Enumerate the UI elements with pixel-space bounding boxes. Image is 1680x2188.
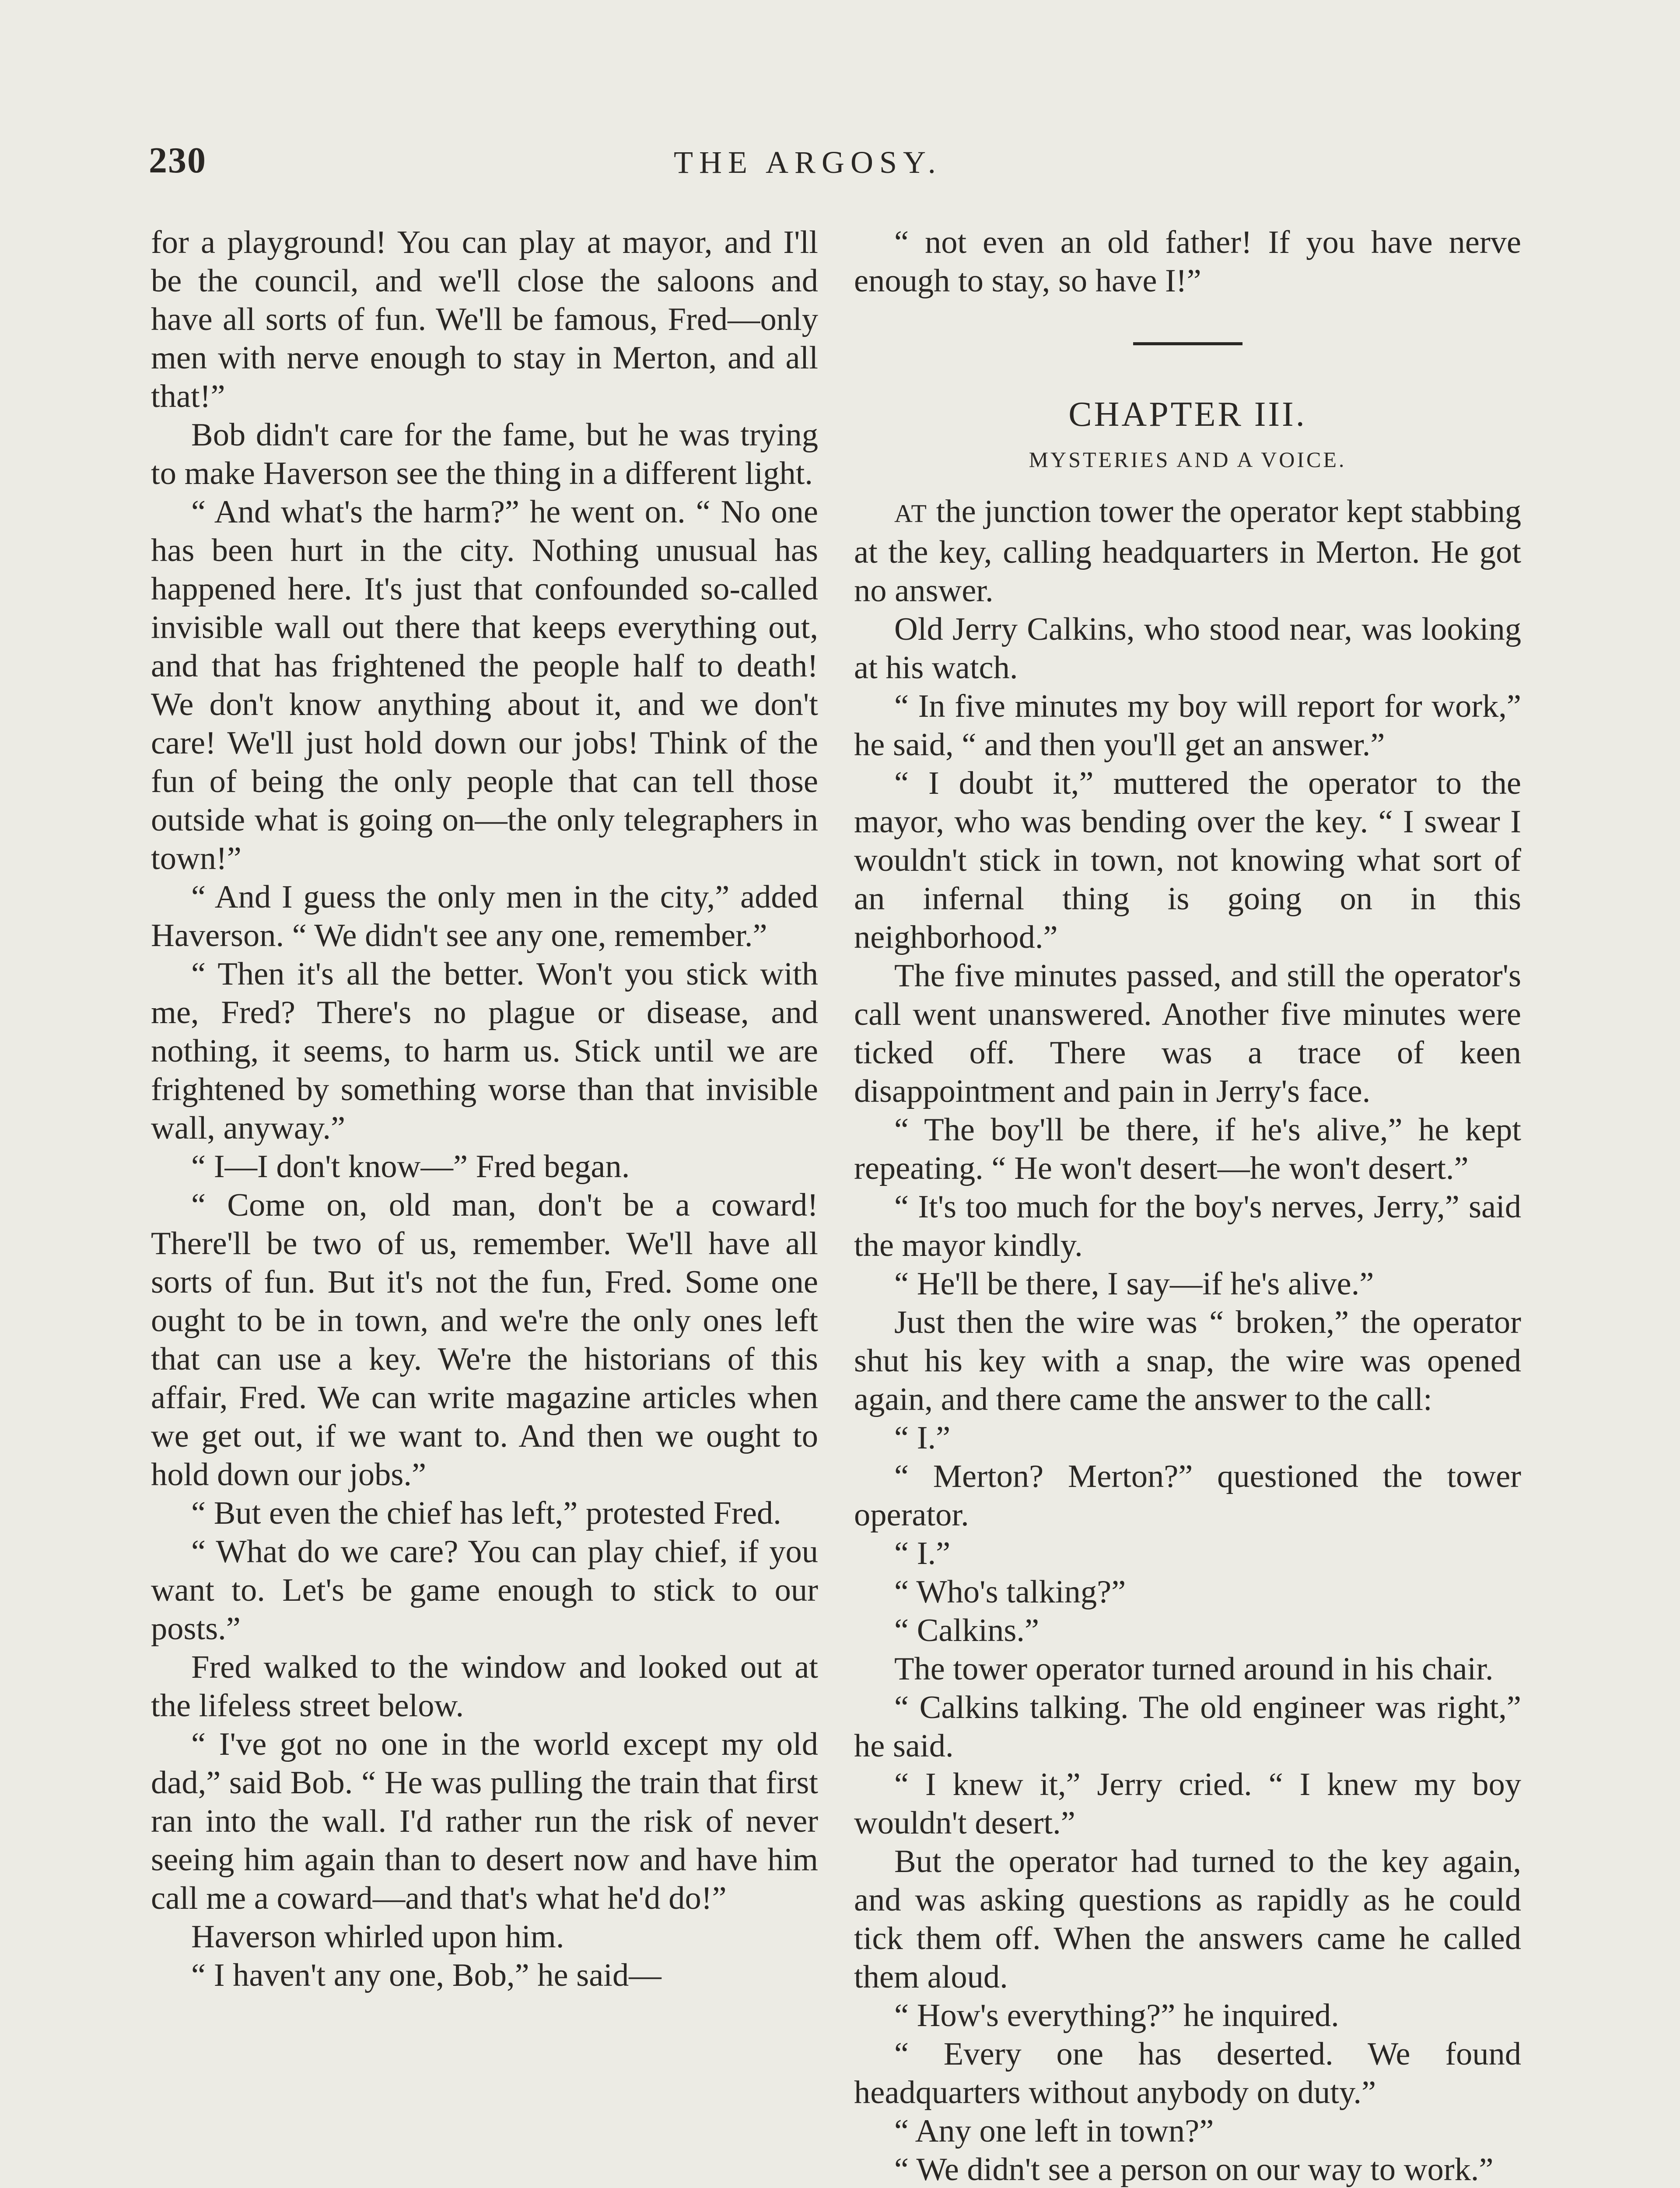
paragraph: “ We didn't see a person on our way to work.” xyxy=(894,2152,1494,2188)
paragraph: Old Jerry Calkins, who stood near, was looking at his watch. xyxy=(854,611,1521,686)
paragraph: “ He'll be there, I say—if he's alive.” xyxy=(894,1266,1374,1302)
paragraph: “ The boy'll be there, if he's alive,” he kept repeating. “ He won't desert—he won't desert.” xyxy=(854,1112,1521,1186)
paragraph: Bob didn't care for the fame, but he was trying to make Haverson see the thing in a different light. xyxy=(151,417,818,491)
paragraph: “ Calkins.” xyxy=(894,1613,1040,1648)
right-column xyxy=(854,223,1521,2188)
paragraph: “ I've got no one in the world except my old dad,” said Bob. “ He was pulling the train that first ran into the wall. I'd rather run the risk of never seeing him again than to desert now and have him call me a coward—and that's what he'd do!” xyxy=(151,1726,818,1916)
drop-cap-word: AT xyxy=(894,499,928,528)
chapter-subtitle: MYSTERIES AND A VOICE. xyxy=(1029,447,1347,472)
paragraph: The five minutes passed, and still the operator's call went unanswered. Another five minutes were ticked off. There was a trace of keen disappointment and pain in Jerry's face. xyxy=(854,958,1521,1109)
chapter-title: CHAPTER III. xyxy=(1068,395,1307,434)
paragraph: “ But even the chief has left,” protested Fred. xyxy=(191,1495,781,1531)
paragraph: “ And what's the harm?” he went on. “ No one has been hurt in the city. Nothing unusual has happened here. It's just that confounded so-called invisible wall out there that keeps everything out, and that has frightened the people half to death! We don't know anything about it, and we don't care! We'll just hold down our jobs! Think of the fun of being the only people that can tell those outside what is going on—the only telegraphers in town!” xyxy=(151,494,818,877)
paragraph: “ In five minutes my boy will report for work,” he said, “ and then you'll get an answer.” xyxy=(854,688,1521,763)
paragraph: “ Any one left in town?” xyxy=(894,2113,1214,2149)
paragraph: But the operator had turned to the key again, and was asking questions as rapidly as he could tick them off. When the answers came he called them aloud. xyxy=(854,1844,1521,1995)
paragraph: “ I haven't any one, Bob,” he said— xyxy=(191,1957,662,1993)
paragraph: “ Then it's all the better. Won't you stick with me, Fred? There's no plague or disease, and nothing, it seems, to harm us. Stick until we are frightened by something worse than that invisible wall, anyway.” xyxy=(151,956,818,1146)
paragraph: “ I—I don't know—” Fred began. xyxy=(191,1149,630,1185)
paragraph: “ What do we care? You can play chief, if you want to. Let's be game enough to stick to our posts.” xyxy=(151,1534,818,1647)
paragraph: “ Calkins talking. The old engineer was right,” he said. xyxy=(854,1690,1521,1764)
paragraph: “ I doubt it,” muttered the operator to the mayor, who was bending over the key. “ I swear I wouldn't stick in town, not knowing what sort of an infernal thing is going on in this neighborhood.” xyxy=(854,765,1521,955)
paragraph: Fred walked to the window and looked out at the lifeless street below. xyxy=(151,1649,818,1724)
paragraph: “ I.” xyxy=(894,1536,951,1571)
paragraph: “ Every one has deserted. We found headquarters without anybody on duty.” xyxy=(854,2036,1521,2111)
paragraph: “ Come on, old man, don't be a coward! There'll be two of us, remember. We'll have all sorts of fun. But it's not the fun, Fred. Some one ought to be in town, and we're the only ones left that can use a key. We're the historians of this affair, Fred. We can write magazine articles when we get out, if we want to. And then we ought to hold down our jobs.” xyxy=(151,1187,818,1493)
paragraph: “ Who's talking?” xyxy=(894,1574,1126,1610)
paragraph: “ How's everything?” he inquired. xyxy=(894,1998,1339,2034)
paragraph: “ And I guess the only men in the city,” added Haverson. “ We didn't see any one, remember.” xyxy=(151,879,818,954)
running-head: THE ARGOSY. xyxy=(674,145,942,180)
paragraph: “ I knew it,” Jerry cried. “ I knew my boy wouldn't desert.” xyxy=(854,1767,1521,1841)
paragraph: “ I.” xyxy=(894,1420,951,1456)
paragraph: Just then the wire was “ broken,” the operator shut his key with a snap, the wire was opened again, and there came the answer to the call: xyxy=(854,1304,1521,1417)
paragraph: “ not even an old father! If you have nerve enough to stay, so have I!” xyxy=(854,224,1521,299)
page-number: 230 xyxy=(149,140,206,181)
paragraph: “ It's too much for the boy's nerves, Jerry,” said the mayor kindly. xyxy=(854,1189,1521,1263)
paragraph: “ Merton? Merton?” questioned the tower operator. xyxy=(854,1459,1521,1533)
paragraph: Haverson whirled upon him. xyxy=(191,1919,564,1955)
section-divider xyxy=(1133,342,1242,345)
paragraph: for a playground! You can play at mayor, and I'll be the council, and we'll close the saloons and have all sorts of fun. We'll be famous, Fred—only men with nerve enough to stay in Merton, and all that!” xyxy=(151,224,818,414)
chapter-opening-paragraph xyxy=(854,492,1521,610)
paragraph: The tower operator turned around in his chair. xyxy=(894,1651,1494,1687)
left-column xyxy=(151,223,818,1995)
opening-text: the junction tower the operator kept stabbing at the key, calling headquarters in Merton. He got no answer. xyxy=(854,494,1521,609)
